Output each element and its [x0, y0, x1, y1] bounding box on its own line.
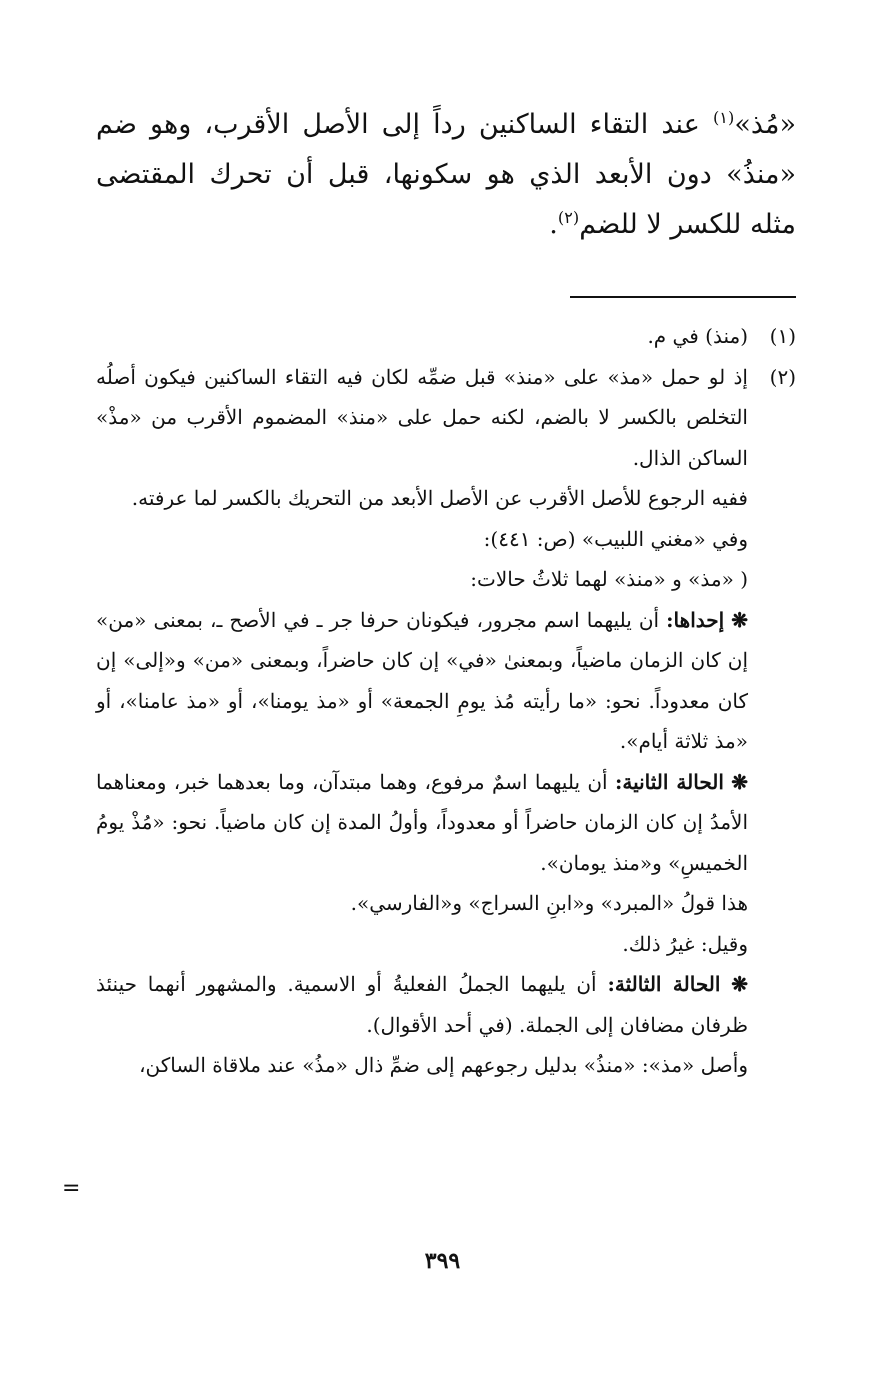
footnote-paragraph	[96, 964, 748, 1045]
footnote-ref-1: (١)	[712, 108, 735, 127]
page-number: ٣٩٩	[424, 1248, 461, 1274]
case-label: الحالة الثانية:	[614, 769, 724, 794]
footnote-separator	[570, 296, 796, 298]
continuation-mark: =	[62, 1176, 81, 1201]
footnote-paragraph	[96, 600, 748, 762]
case-text: أن يليهما الجملُ الفعليةُ أو الاسمية. والمشهور أنهما حينئذ ظرفان مضافان إلى الجملة. (في أحد الأقوال).	[96, 972, 748, 1037]
footnote-1	[96, 316, 796, 357]
main-word-mudh: «مُذ»	[734, 109, 796, 140]
bullet-icon: ❋	[731, 769, 749, 794]
bullet-icon: ❋	[731, 607, 749, 632]
case-text: أن يليهما اسم مجرور، فيكونان حرفا جر ـ في الأصح ـ، بمعنى «من» إن كان الزمان ماضياً، وبمعنىٰ «في» إن كان حاضراً، وبمعنى «من» و«إلى» إن كان معدوداً. نحو: «ما رأيته مُذ يومِ الجمعة» أو «مذ يومنا»، أو «مذ عامنا»، أو «مذ ثلاثة أيام».	[96, 607, 748, 753]
footnote-2	[96, 357, 796, 1086]
footnote-paragraph	[96, 762, 748, 884]
footnote-text	[96, 357, 748, 1086]
bullet-icon: ❋	[731, 972, 749, 996]
case-label: الحالة الثالثة:	[607, 972, 721, 996]
footnote-paragraph: ففيه الرجوع للأصل الأقرب عن الأصل الأبعد من التحريك بالكسر لما عرفته.	[131, 486, 748, 510]
footnote-paragraph: إذ لو حمل «مذ» على «منذ» قبل ضمِّه لكان فيه التقاء الساكنين فيكون أصلُه التخلص بالكسر لا بالضم، لكنه حمل على «منذ» المضموم الأقرب من «مذْ» الساكن الذال.	[96, 364, 748, 470]
main-paragraph	[96, 100, 796, 250]
main-text-end: .	[549, 209, 558, 240]
case-label: إحداها:	[666, 607, 725, 632]
footnote-paragraph: وفي «مغني اللبيب» (ص: ٤٤١):	[483, 526, 748, 551]
footnote-paragraph: ( «مذ» و «منذ» لهما ثلاثُ حالات:	[470, 567, 748, 591]
footnote-number: (٢)	[769, 364, 796, 389]
footnote-paragraph: هذا قولُ «المبرد» و«ابنِ السراج» و«الفارسي».	[350, 891, 748, 915]
footnote-text: (منذ) في م.	[647, 324, 748, 348]
footnote-paragraph: وقيل: غيرُ ذلك.	[622, 931, 748, 956]
case-text: أن يليهما اسمٌ مرفوع، وهما مبتدآن، وما بعدهما خبر، ومعناهما الأمدُ إن كان الزمان حاضراً أو معدوداً، وأولُ المدة إن كان ماضياً. نحو: «مُذْ يومُ الخميسِ» و«منذ يومان».	[96, 769, 748, 875]
footnote-paragraph: وأصل «مذ»: «منذُ» بدليل رجوعهم إلى ضمِّ ذال «مذُ» عند ملاقاة الساكن،	[139, 1053, 748, 1077]
main-text	[96, 100, 796, 250]
footnote-number: (١)	[769, 324, 796, 348]
main-text-body: عند التقاء الساكنين رداً إلى الأصل الأقرب، وهو ضم «منذُ» دون الأبعد الذي هو سكونها، قبل أن تحرك المقتضى مثله للكسر لا للضم	[96, 109, 796, 240]
footnotes	[96, 316, 796, 1086]
footnote-ref-2: (٢)	[557, 208, 580, 227]
